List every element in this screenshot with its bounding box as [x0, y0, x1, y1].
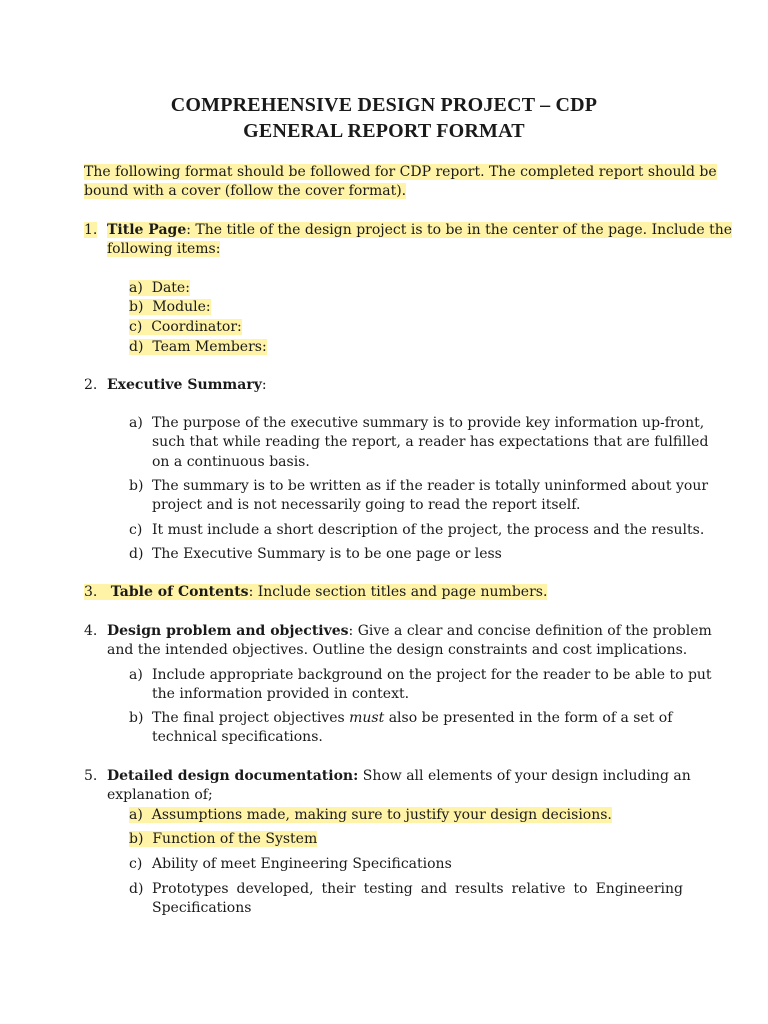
list-item-text: Include appropriate background on the project for the reader to be able to put [152, 667, 712, 683]
list-item-label: c) [129, 522, 143, 538]
section-4-heading-line: Design problem and objectives: Give a clear and concise definition of the problem [107, 623, 712, 639]
list-item-text: The purpose of the executive summary is to provide key information up-front, [152, 415, 705, 431]
section-3-line: 3. Table of Contents: Include section titles and page numbers. [84, 584, 548, 600]
list-item-text: such that while reading the report, a reader has expectations that are fulfilled [152, 434, 709, 450]
list-item-label: b) [129, 710, 144, 726]
intro-line-2: bound with a cover (follow the cover format). [84, 183, 407, 199]
list-item-label: b) [129, 478, 144, 494]
section-1-heading-line: Title Page: The title of the design project is to be in the center of the page. Include the [107, 222, 733, 238]
list-item: b) Module: [129, 299, 211, 315]
list-item: b) Function of the System [129, 831, 318, 847]
section-1-line-2: following items: [107, 241, 221, 257]
list-item-text: project and is not necessarily going to read the report itself. [152, 497, 581, 513]
section-3-number: 3. [84, 584, 98, 600]
list-item-text: The summary is to be written as if the reader is totally uninformed about your [152, 478, 709, 494]
list-item-text: The Executive Summary is to be one page or less [152, 546, 502, 562]
list-item-label: a) [129, 667, 143, 683]
section-1-number: 1. [84, 222, 98, 238]
section-5-heading-line: Detailed design documentation: Show all elements of your design including an [107, 768, 691, 784]
list-item-text: The final project objectives must also be presented in the form of a set of [152, 710, 673, 726]
list-item-label: c) [129, 856, 143, 872]
list-item-text: the information provided in context. [152, 686, 410, 702]
doc-title-line-2: GENERAL REPORT FORMAT [243, 120, 525, 142]
list-item: c) Coordinator: [129, 319, 242, 335]
section-4-line-2: and the intended objectives. Outline the design constraints and cost implications. [107, 642, 688, 658]
list-item-label: d) [129, 546, 144, 562]
list-item-text: technical specifications. [152, 729, 323, 745]
section-1-line-1 [84, 221, 97, 240]
section-5-number: 5. [84, 768, 98, 784]
list-item: a) Assumptions made, making sure to justify your design decisions. [129, 807, 612, 823]
section-3-heading: Table of Contents [110, 584, 249, 600]
emphasis-must: must [349, 710, 385, 726]
section-2-number: 2. [84, 377, 98, 393]
list-item-text: It must include a short description of the project, the process and the results. [152, 522, 705, 538]
list-item-text: Specifications [152, 900, 252, 916]
list-item: a) Date: [129, 280, 190, 296]
list-item-text: Prototypes developed, their testing and results relative to Engineering [152, 881, 683, 897]
section-4-number: 4. [84, 623, 98, 639]
list-item-text: on a continuous basis. [152, 454, 310, 470]
section-5-heading: Detailed design documentation: [107, 768, 359, 784]
section-4-heading: Design problem and objectives [107, 623, 349, 639]
list-item-label: a) [129, 415, 143, 431]
section-1-heading: Title Page [107, 222, 187, 238]
list-item: d) Team Members: [129, 339, 267, 355]
list-item-label: d) [129, 881, 144, 897]
doc-title-line-1: COMPREHENSIVE DESIGN PROJECT – CDP [170, 94, 598, 116]
section-2-heading: Executive Summary [107, 377, 262, 393]
intro-line-1: The following format should be followed for CDP report. The completed report should be [84, 164, 717, 180]
section-5-line-2: explanation of; [107, 787, 213, 803]
list-item-text: Ability of meet Engineering Specifications [152, 856, 452, 872]
section-2-heading-line: Executive Summary: [107, 377, 267, 393]
